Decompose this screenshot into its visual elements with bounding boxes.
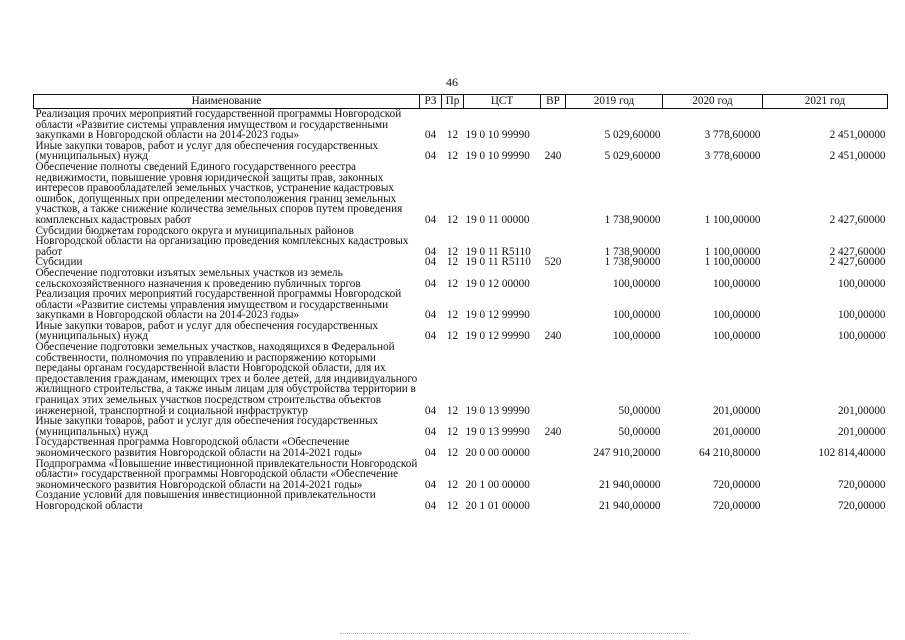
cell-2021: 720,00000: [837, 499, 886, 512]
cell-rz: 04: [424, 256, 437, 269]
cell-2021: 201,00000: [837, 425, 886, 438]
table-row: [34, 342, 888, 416]
cell-2019: 1 738,90000: [604, 245, 661, 258]
cell-pr: 12: [446, 309, 459, 322]
cell-2019: 21 940,00000: [598, 478, 661, 491]
cell-cst: 19 0 13 99990: [465, 425, 530, 438]
cell-cst: 19 0 10 99990: [465, 150, 530, 163]
cell-cst: 19 0 12 99990: [465, 309, 530, 322]
cell-rz: 04: [424, 404, 437, 417]
cell-2021: 2 427,60000: [829, 213, 886, 226]
cell-name: Создание условий для повышения инвестиционной привлекательности Новгородской области: [35, 489, 376, 512]
cell-2020: 201,00000: [712, 425, 761, 438]
cell-rz: 04: [424, 478, 437, 491]
cell-2021: 2 451,00000: [829, 150, 886, 163]
scan-artifact-line: [340, 633, 690, 635]
cell-vr: [541, 226, 566, 258]
cell-cst: 20 1 00 00000: [465, 478, 530, 491]
cell-rz: 04: [424, 499, 437, 512]
table-row: [34, 490, 888, 511]
cell-rz: 04: [424, 213, 437, 226]
cell-2019: 100,00000: [612, 277, 661, 290]
cell-pr: 12: [446, 478, 459, 491]
cell-cst: 19 0 11 00000: [465, 213, 530, 226]
cell-pr: 12: [446, 256, 459, 269]
cell-cst: 19 0 11 R5110: [465, 256, 531, 269]
cell-2021: 2 451,00000: [829, 129, 886, 142]
cell-pr: 12: [446, 425, 459, 438]
table-row: [34, 321, 888, 342]
cell-name: Реализация прочих мероприятий государственной программы Новгородской области «Развитие системы управления имуществом и государственными закупками в Новгородской области на 2014-2023 годы»: [35, 288, 402, 322]
table-row: [34, 162, 888, 226]
cell-2020: 3 778,60000: [704, 129, 761, 142]
cell-rz: 04: [424, 129, 437, 142]
page-number: 46: [446, 75, 458, 89]
header-rz: РЗ: [420, 95, 442, 109]
table-row: [34, 416, 888, 437]
cell-2019: 100,00000: [612, 330, 661, 343]
header-cst: ЦСТ: [464, 95, 541, 109]
cell-pr: 12: [446, 330, 459, 343]
cell-name: Подпрограмма «Повышение инвестиционной привлекательности Новгородской области» государственной программы Новгородской области «Обеспечение экономического развития Новгородской области на 2014-2021 годы»: [35, 457, 418, 491]
cell-2020: 100,00000: [712, 277, 761, 290]
cell-rz: 04: [424, 425, 437, 438]
cell-2020: 1 100,00000: [704, 213, 761, 226]
cell-cst: 19 0 11 R5110: [465, 245, 531, 258]
cell-2020: 100,00000: [712, 330, 761, 343]
budget-table: [33, 94, 888, 512]
cell-vr: [541, 437, 566, 458]
cell-name: Иные закупки товаров, работ и услуг для обеспечения государственных (муниципальных) нужд: [35, 139, 379, 163]
table-header-row: [34, 95, 888, 109]
cell-2021: 201,00000: [837, 404, 886, 417]
cell-vr: 520: [544, 256, 562, 269]
cell-vr: [541, 342, 566, 416]
cell-name: Обеспечение подготовки изъятых земельных участков из земель сельскохозяйственного назначения к проведению публичных торгов: [35, 266, 361, 290]
table-row: [34, 289, 888, 321]
table-row: [34, 459, 888, 491]
table-row: [34, 109, 888, 141]
cell-vr: [541, 268, 566, 289]
cell-pr: 12: [446, 245, 459, 258]
cell-2020: 64 210,80000: [698, 447, 761, 459]
table-row: [34, 268, 888, 289]
cell-2019: 5 029,60000: [604, 129, 661, 142]
cell-pr: 12: [446, 129, 459, 142]
cell-name: Иные закупки товаров, работ и услуг для обеспечения государственных (муниципальных) нужд: [35, 415, 379, 438]
cell-2020: 100,00000: [712, 309, 761, 322]
cell-cst: 19 0 10 99990: [465, 129, 530, 142]
cell-2019: 1 738,90000: [604, 213, 661, 226]
cell-vr: [541, 162, 566, 226]
cell-2019: 1 738,90000: [604, 256, 661, 269]
cell-name: Иные закупки товаров, работ и услуг для обеспечения государственных (муниципальных) нужд: [35, 319, 379, 343]
header-name: Наименование: [34, 95, 420, 109]
cell-2021: 100,00000: [837, 309, 886, 322]
cell-2019: 50,00000: [618, 404, 661, 417]
cell-pr: 12: [446, 499, 459, 512]
cell-name: Государственная программа Новгородской области «Обеспечение экономического развития Новгородской области на 2014-2021 годы»: [35, 436, 363, 459]
table-row: [34, 437, 888, 458]
cell-2020: 720,00000: [712, 499, 761, 512]
cell-2020: 201,00000: [712, 404, 761, 417]
cell-2021: 100,00000: [837, 277, 886, 290]
cell-2019: 100,00000: [612, 309, 661, 322]
header-2021: 2021 год: [763, 95, 888, 109]
cell-rz: 04: [424, 150, 437, 163]
cell-2019: 5 029,60000: [604, 150, 661, 163]
cell-rz: 04: [424, 447, 437, 459]
cell-2019: 50,00000: [618, 425, 661, 438]
cell-cst: 19 0 12 99990: [465, 330, 530, 343]
cell-cst: 20 1 01 00000: [465, 499, 530, 512]
table-row: [34, 226, 888, 258]
header-2020: 2020 год: [663, 95, 763, 109]
cell-vr: 240: [544, 150, 562, 163]
cell-name: Обеспечение полноты сведений Единого государственного реестра недвижимости, повышение уровня юридической защиты прав, законных интересов правообладателей земельных участков, устранение кадастровых ошибок, допущенных при определении местоположения границ земельных участков, а также снижение количества земельных споров путем проведения комплексных кадастровых работ: [35, 160, 403, 226]
cell-2021: 2 427,60000: [829, 245, 886, 258]
cell-vr: 240: [544, 330, 562, 343]
cell-vr: 240: [544, 425, 562, 438]
cell-2021: 720,00000: [837, 478, 886, 491]
cell-pr: 12: [446, 150, 459, 163]
cell-2019: 21 940,00000: [598, 499, 661, 512]
cell-rz: 04: [424, 277, 437, 290]
cell-2020: 1 100,00000: [704, 256, 761, 269]
table-row: [34, 141, 888, 162]
cell-2020: 3 778,60000: [704, 150, 761, 163]
cell-cst: 20 0 00 00000: [465, 447, 530, 459]
cell-vr: [541, 459, 566, 491]
cell-name: Реализация прочих мероприятий государственной программы Новгородской области «Развитие системы управления имуществом и государственными закупками в Новгородской области на 2014-2023 годы»: [35, 108, 402, 142]
cell-name: Субсидии: [35, 256, 83, 269]
cell-rz: 04: [424, 309, 437, 322]
cell-2021: 100,00000: [837, 330, 886, 343]
cell-2021: 102 814,40000: [818, 447, 886, 459]
header-vr: ВР: [541, 95, 566, 109]
cell-name: Субсидии бюджетам городского округа и муниципальных районов Новгородской области на организацию проведения комплексных кадастровых работ: [35, 224, 409, 258]
cell-rz: 04: [424, 245, 437, 258]
cell-pr: 12: [446, 404, 459, 417]
header-2019: 2019 год: [566, 95, 663, 109]
cell-2020: 720,00000: [712, 478, 761, 491]
cell-rz: 04: [424, 330, 437, 343]
cell-cst: 19 0 12 00000: [465, 277, 530, 290]
cell-2019: 247 910,20000: [593, 447, 661, 459]
cell-name: Обеспечение подготовки земельных участков, находящихся в Федеральной собственности, полномочия по управлению и распоряжению которыми переданы органам государственной власти Новгородской области, для их предоставления гражданам, имеющих трех и более детей, для индивидуального жилищного строительства, а также иным лицам для обустройства территории в границах этих земельных участков посредством строительства объектов инженерной, транспортной и социальной инфраструктур: [35, 341, 418, 417]
cell-vr: [541, 490, 566, 511]
cell-2021: 2 427,60000: [829, 256, 886, 269]
cell-pr: 12: [446, 277, 459, 290]
cell-vr: [541, 289, 566, 321]
cell-vr: [541, 109, 566, 141]
header-pr: Пр: [442, 95, 464, 109]
cell-pr: 12: [446, 213, 459, 226]
cell-pr: 12: [446, 447, 459, 459]
cell-2020: 1 100,00000: [704, 245, 761, 258]
cell-cst: 19 0 13 99990: [465, 404, 530, 417]
